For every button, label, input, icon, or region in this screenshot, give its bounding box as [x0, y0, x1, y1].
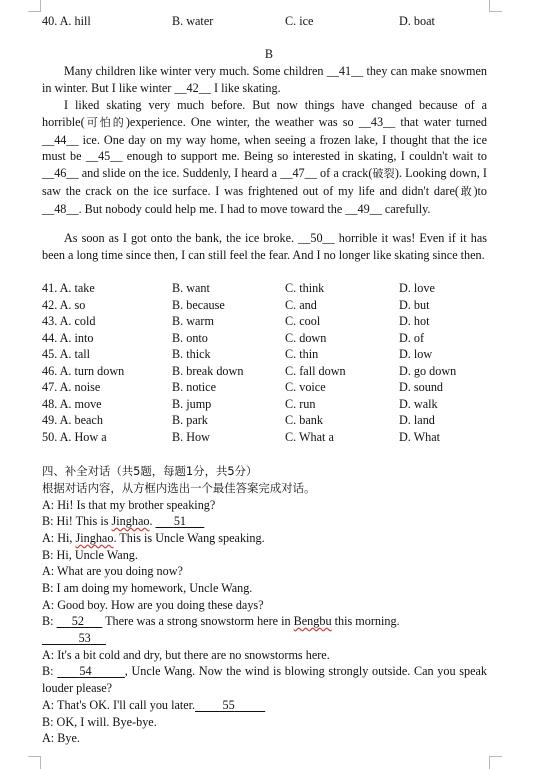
text: this morning. — [331, 614, 400, 628]
option-b: B. because — [172, 298, 225, 312]
option-a: 40. A. hill — [42, 14, 91, 28]
gloss: 破裂 — [372, 167, 395, 181]
option-c: C. and — [285, 298, 317, 312]
option-b: B. jump — [172, 397, 212, 411]
text: . This is Uncle Wang speaking. — [113, 531, 265, 545]
dialogue-line-12 — [42, 697, 487, 714]
option-d: D. of — [399, 331, 425, 345]
blank-number: 52 — [71, 614, 84, 628]
text: A: Hi, — [42, 531, 76, 545]
option-d: D. sound — [399, 380, 444, 394]
option-a: 50. A. How a — [42, 430, 107, 444]
text: . — [149, 514, 156, 528]
text: )to — [473, 183, 487, 198]
section-4-instruction: 根据对话内容，从方框内选出一个最佳答案完成对话。 — [42, 481, 316, 495]
option-d: D. walk — [399, 397, 438, 411]
dialogue-line-13: B: OK, I will. Bye-bye. — [42, 715, 157, 729]
dialogue-line-2 — [42, 513, 487, 530]
blank-44: __44__ — [42, 132, 79, 147]
text: There was a strong snowstorm here in — [102, 614, 294, 628]
option-d: D. but — [399, 298, 430, 312]
blank-51 — [156, 514, 205, 528]
text: they can make snowmen in winter. But I like winter — [42, 64, 487, 95]
blank-47: __47__ — [280, 166, 317, 181]
blank-41: __41__ — [326, 64, 364, 78]
dialogue-line-8 — [42, 613, 487, 630]
option-b: B. warm — [172, 314, 214, 328]
option-c: C. bank — [285, 413, 323, 427]
text: ice. One day on my way home, when seeing a frozen lake, I thought that the ice must be — [42, 132, 487, 164]
option-a: 48. A. move — [42, 397, 102, 411]
option-d: D. land — [399, 413, 435, 427]
option-a: 47. A. noise — [42, 380, 101, 394]
option-b: B. notice — [172, 380, 217, 394]
text: I like skating. — [210, 80, 281, 95]
text: B: — [42, 664, 58, 678]
option-b: B. water — [172, 14, 214, 28]
passage-paragraph-3 — [42, 230, 487, 264]
option-b: B. thick — [172, 347, 211, 361]
option-b: B. break down — [172, 364, 244, 378]
blank-46: __46__ — [42, 166, 79, 181]
passage-paragraph-2 — [42, 97, 487, 218]
place-bengbu: Bengbu — [293, 614, 332, 628]
text: B: Hi! This is — [42, 514, 112, 528]
option-d: D. boat — [399, 14, 435, 28]
blank-48: __48__ — [42, 201, 79, 216]
text: )experience. One winter, the weather was so — [125, 114, 359, 129]
option-b: B. onto — [172, 331, 208, 345]
blank-54 — [57, 664, 125, 678]
blank-number: 55 — [222, 698, 235, 712]
text: . But nobody could help me. I had to move toward the — [78, 201, 346, 216]
option-b: B. want — [172, 281, 210, 295]
option-a: 44. A. into — [42, 331, 94, 345]
text: B: — [42, 614, 57, 628]
name-jinghao: Jinghao — [111, 514, 150, 528]
blank-number: 54 — [79, 664, 92, 678]
blank-49: __49__ — [345, 201, 382, 216]
text: I liked skating very much before. But now things have changed because of a horrible( — [42, 98, 487, 129]
dialogue-line-6: B: I am doing my homework, Uncle Wang. — [42, 581, 253, 595]
option-c: C. run — [285, 397, 316, 411]
option-a: 45. A. tall — [42, 347, 91, 361]
passage-paragraph-1 — [42, 63, 487, 97]
text: As soon as I got onto the bank, the ice broke. — [64, 231, 299, 245]
option-a: 43. A. cold — [42, 314, 96, 328]
option-d: D. low — [399, 347, 433, 361]
option-d: D. hot — [399, 314, 430, 328]
option-c: C. voice — [285, 380, 326, 394]
text: Many children like winter very much. Some children — [64, 64, 327, 78]
blank-42: __42__ — [174, 80, 211, 95]
option-b: B. How — [172, 430, 210, 444]
dialogue-line-7: A: Good boy. How are you doing these days? — [42, 598, 264, 612]
option-c: C. cool — [285, 314, 321, 328]
text: ). Looking down, I saw the crack on the ice surface. I was frightened out of my life and didn't dare( — [42, 166, 487, 198]
crop-mark-top-left — [28, 0, 41, 12]
text: carefully. — [381, 201, 431, 216]
blank-43: __43__ — [358, 114, 396, 129]
dialogue-line-9 — [42, 630, 487, 647]
crop-mark-top-right — [489, 0, 502, 12]
option-a: 49. A. beach — [42, 413, 103, 427]
dialogue-line-14: A: Bye. — [42, 731, 80, 745]
option-c: C. thin — [285, 347, 319, 361]
option-a: 42. A. so — [42, 298, 86, 312]
blank-55 — [195, 698, 265, 712]
dialogue-line-1: A: Hi! Is that my brother speaking? — [42, 498, 216, 512]
section-b-title: B — [264, 47, 274, 61]
blank-50: __50__ — [298, 231, 335, 245]
option-c: C. down — [285, 331, 327, 345]
blank-53 — [42, 631, 106, 645]
option-c: C. ice — [285, 14, 314, 28]
option-d: D. What — [399, 430, 441, 444]
dialogue-line-5: A: What are you doing now? — [42, 564, 183, 578]
option-b: B. park — [172, 413, 208, 427]
crop-mark-bottom-left — [28, 756, 41, 769]
option-a: 46. A. turn down — [42, 364, 125, 378]
gloss: 敢 — [458, 184, 474, 198]
option-c: C. think — [285, 281, 325, 295]
option-c: C. What a — [285, 430, 334, 444]
dialogue-line-3 — [42, 530, 487, 547]
text: horrible it was! Even if it has been a long time since then, I can still feel the fear. And I no longer like skating since then. — [42, 231, 487, 262]
text: enough to support me. Being so interested in skating, I couldn't wait to — [122, 149, 488, 164]
text: that water turned — [395, 114, 488, 129]
dialogue-line-11 — [42, 663, 487, 696]
section-4-heading: 四、补全对话（共5题，每题1分，共5分） — [42, 464, 258, 478]
option-a: 41. A. take — [42, 281, 95, 295]
option-d: D. love — [399, 281, 435, 295]
option-c: C. fall down — [285, 364, 346, 378]
crop-mark-bottom-right — [489, 756, 502, 769]
option-d: D. go down — [399, 364, 457, 378]
name-jinghao: Jinghao — [75, 531, 114, 545]
blank-number: 51 — [173, 514, 187, 528]
blank-45: __45__ — [85, 149, 123, 164]
text: A: That's OK. I'll call you later. — [42, 698, 196, 712]
blank-52 — [57, 614, 103, 628]
text: and slide on the ice. Suddenly, I heard a — [78, 166, 281, 181]
text: of a crack( — [316, 166, 373, 181]
blank-number: 53 — [78, 631, 91, 645]
dialogue-line-10: A: It's a bit cold and dry, but there are no snowstorms here. — [42, 648, 330, 662]
text: , Uncle Wang. Now the wind is blowing strongly outside. Can you speak louder please? — [42, 664, 488, 695]
dialogue-line-4: B: Hi, Uncle Wang. — [42, 548, 138, 562]
gloss: 可怕的 — [84, 115, 126, 129]
